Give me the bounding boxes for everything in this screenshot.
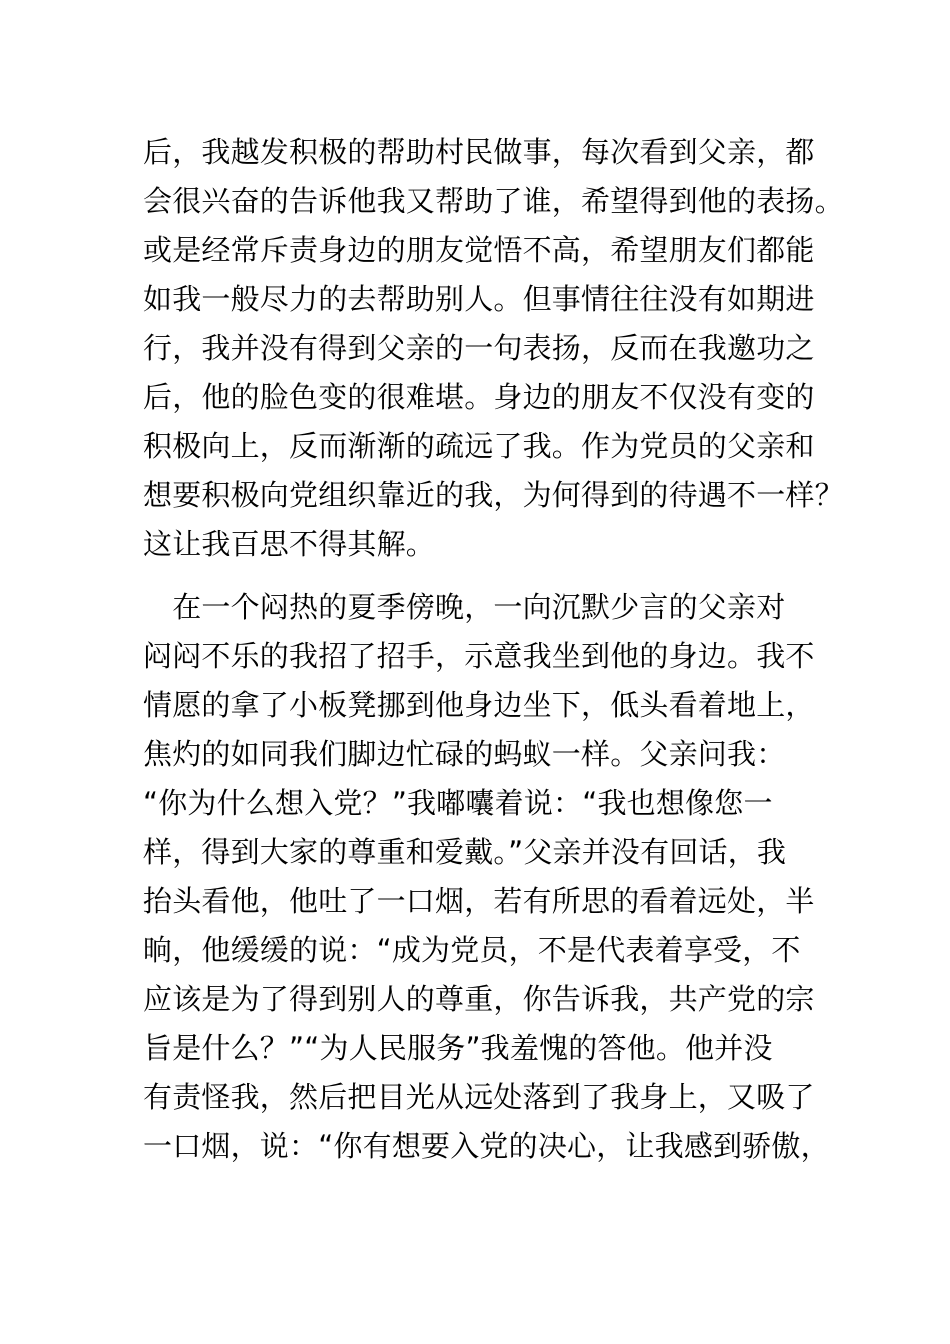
text-line: 后，他的脸色变的很难堪。身边的朋友不仅没有变的	[143, 380, 815, 414]
text-line: 抬头看他，他吐了一口烟，若有所思的看着远处，半	[143, 884, 815, 918]
text-line: 会很兴奋的告诉他我又帮助了谁，希望得到他的表扬。	[143, 184, 844, 218]
text-line: 旨是什么？”“为人民服务”我羞愧的答他。他并没	[143, 1031, 773, 1065]
text-line: 有责怪我，然后把目光从远处落到了我身上，又吸了	[143, 1080, 815, 1114]
text-line: 或是经常斥责身边的朋友觉悟不高，希望朋友们都能	[143, 233, 815, 267]
text-line: 闷闷不乐的我招了招手，示意我坐到他的身边。我不	[143, 639, 815, 673]
text-line: 晌，他缓缓的说：“成为党员，不是代表着享受，不	[143, 933, 801, 967]
text-line: 样，得到大家的尊重和爱戴。”父亲并没有回话，我	[143, 835, 787, 869]
text-line: 焦灼的如同我们脚边忙碌的蚂蚁一样。父亲问我：	[143, 737, 786, 771]
text-line: 行，我并没有得到父亲的一句表扬，反而在我邀功之	[143, 331, 815, 365]
text-line: 积极向上，反而渐渐的疏远了我。作为党员的父亲和	[143, 429, 815, 463]
text-line: “你为什么想入党？”我嘟囔着说：“我也想像您一	[143, 786, 773, 820]
text-line: 想要积极向党组织靠近的我，为何得到的待遇不一样？	[143, 478, 844, 512]
text-line: 这让我百思不得其解。	[143, 527, 436, 561]
paragraph-1	[143, 128, 844, 569]
text-line: 情愿的拿了小板凳挪到他身边坐下，低头看着地上，	[143, 688, 815, 722]
paragraph-2	[143, 583, 830, 1171]
text-line: 在一个闷热的夏季傍晚，一向沉默少言的父亲对	[143, 590, 786, 624]
text-line: 应该是为了得到别人的尊重，你告诉我，共产党的宗	[143, 982, 815, 1016]
text-line: 如我一般尽力的去帮助别人。但事情往往没有如期进	[143, 282, 815, 316]
text-line: 一口烟，说：“你有想要入党的决心，让我感到骄傲，	[143, 1129, 830, 1163]
text-line: 后，我越发积极的帮助村民做事，每次看到父亲，都	[143, 135, 815, 169]
